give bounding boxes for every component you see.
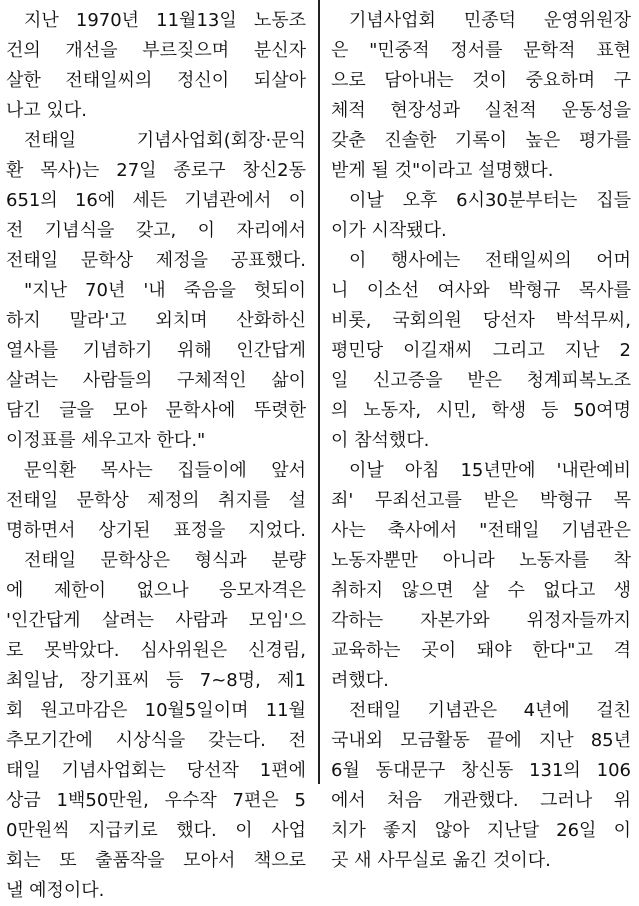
text-line: 으로 담아내는 것이 중요하며 구 xyxy=(331,70,631,91)
text-line: 치가 좋지 않아 지난달 26일 이 xyxy=(331,820,631,841)
text-line: 651의 16에 세든 기념관에서 이 xyxy=(6,190,306,211)
text-line: 열사를 기념하기 위해 인간답게 xyxy=(6,340,306,361)
text-line: 전태일 기념관은 4년에 걸친 xyxy=(349,700,631,721)
text-line: 노동자뿐만 아니라 노동자를 착 xyxy=(331,550,631,571)
text-line: 비롯, 국회의원 당선자 박석무씨, xyxy=(331,310,631,331)
right-column xyxy=(331,6,631,876)
text-line: 이정표를 세우고자 한다." xyxy=(6,430,206,451)
text-line: 최일남, 장기표씨 등 7~8명, 제1 xyxy=(6,670,306,691)
text-line: 각하는 자본가와 위정자들까지 xyxy=(331,610,631,631)
text-line: '인간답게 살려는 사람과 모임'으 xyxy=(6,610,306,631)
text-line: 취하지 않으면 살 수 없다고 생 xyxy=(331,580,631,601)
text-line: 은 "민중적 정서를 문학적 표현 xyxy=(331,40,631,61)
text-line: 이날 아침 15년만에 '내란예비 xyxy=(349,460,631,481)
text-line: 지난 1970년 11월13일 노동조 xyxy=(24,10,306,31)
text-line: 상금 1백50만원, 우수작 7편은 5 xyxy=(6,790,306,811)
text-line: 전태일 문학상 제정을 공표했다. xyxy=(6,250,306,271)
text-line: 살려는 사람들의 구체적인 삶이 xyxy=(6,370,306,391)
left-column xyxy=(6,6,306,906)
text-line: 에서 처음 개관했다. 그러나 위 xyxy=(331,790,631,811)
text-line: 하지 말라'고 외치며 산화하신 xyxy=(6,310,306,331)
text-line: 곳 새 사무실로 옮긴 것이다. xyxy=(331,850,551,871)
text-line: 전태일 기념사업회(회장·문익 xyxy=(24,130,306,151)
text-line: 태일 기념사업회는 당선작 1편에 xyxy=(6,760,306,781)
column-divider xyxy=(318,0,320,784)
text-line: 회는 또 출품작을 모아서 책으로 xyxy=(6,850,306,871)
text-line: 교육하는 곳이 돼야 한다"고 격 xyxy=(331,640,631,661)
text-line: 6월 동대문구 창신동 131의 106 xyxy=(331,760,631,781)
text-line: 죄' 무죄선고를 받은 박형규 목 xyxy=(331,490,631,511)
text-line: 체적 현장성과 실천적 운동성을 xyxy=(331,100,631,121)
text-line: 국내외 모금활동 끝에 지난 85년 xyxy=(331,730,631,751)
text-line: 회 원고마감은 10월5일이며 11월 xyxy=(6,700,306,721)
text-line: 사는 축사에서 "전태일 기념관은 xyxy=(331,520,631,541)
text-line: 의 노동자, 시민, 학생 등 50여명 xyxy=(331,400,631,421)
text-line: 이가 시작됐다. xyxy=(331,220,447,241)
text-line: 평민당 이길재씨 그리고 지난 2 xyxy=(331,340,631,361)
text-line: 담긴 글을 모아 문학사에 뚜렷한 xyxy=(6,400,306,421)
text-line: 건의 개선을 부르짖으며 분신자 xyxy=(6,40,306,61)
text-line: 전태일 문학상 제정의 취지를 설 xyxy=(6,490,306,511)
text-line: 이 참석했다. xyxy=(331,430,430,451)
text-line: 추모기간에 시상식을 갖는다. 전 xyxy=(6,730,306,751)
text-line: 명하면서 상기된 표정을 지었다. xyxy=(6,520,306,541)
text-line: 환 목사)는 27일 종로구 창신2동 xyxy=(6,160,306,181)
text-line: 낼 예정이다. xyxy=(6,880,105,901)
text-line: 받게 될 것"이라고 설명했다. xyxy=(331,160,554,181)
text-line: 전 기념식을 갖고, 이 자리에서 xyxy=(6,220,306,241)
text-line: 0만원씩 지급키로 했다. 이 사업 xyxy=(6,820,306,841)
text-line: "지난 70년 '내 죽음을 헛되이 xyxy=(24,280,306,301)
text-line: 려했다. xyxy=(331,670,389,691)
text-line: 니 이소선 여사와 박형규 목사를 xyxy=(331,280,631,301)
text-line: 일 신고증을 받은 청계피복노조 xyxy=(331,370,631,391)
text-line: 갖춘 진솔한 기록이 높은 평가를 xyxy=(331,130,631,151)
text-line: 로 못박았다. 심사위원은 신경림, xyxy=(6,640,306,661)
text-line: 나고 있다. xyxy=(6,100,87,121)
text-line: 문익환 목사는 집들이에 앞서 xyxy=(24,460,306,481)
text-line: 이날 오후 6시30분부터는 집들 xyxy=(349,190,631,211)
text-line: 살한 전태일씨의 정신이 되살아 xyxy=(6,70,306,91)
text-line: 에 제한이 없으나 응모자격은 xyxy=(6,580,306,601)
text-line: 전태일 문학상은 형식과 분량 xyxy=(24,550,306,571)
text-line: 이 행사에는 전태일씨의 어머 xyxy=(349,250,631,271)
text-line: 기념사업회 민종덕 운영위원장 xyxy=(349,10,631,31)
